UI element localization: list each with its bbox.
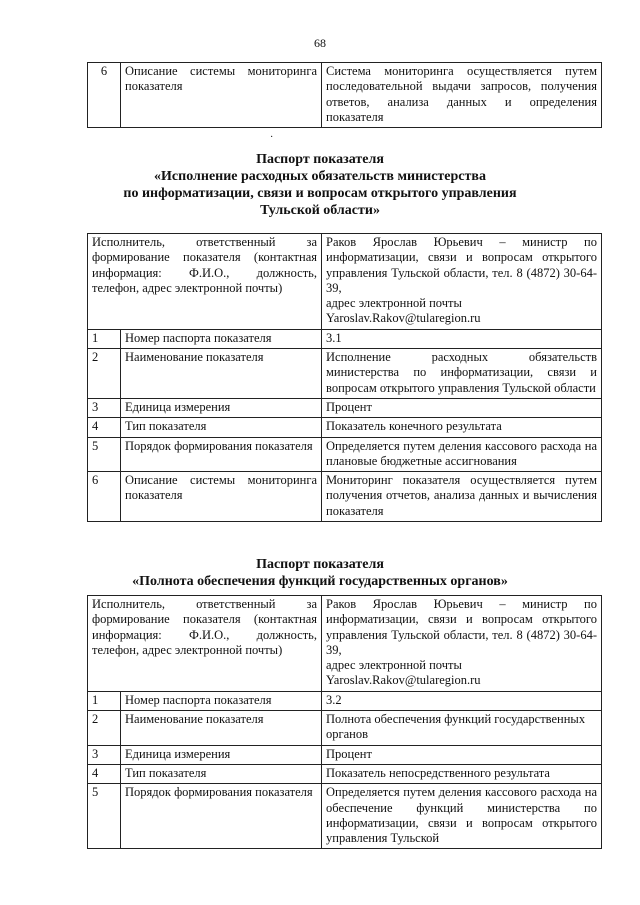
table-row xyxy=(88,764,602,783)
passport-subtitle-line: «Исполнение расходных обязательств министерства xyxy=(154,169,486,184)
passport-table xyxy=(87,233,602,522)
row-value: 3.1 xyxy=(322,329,602,348)
executor-email: Yaroslav.Rakov@tularegion.ru xyxy=(326,311,481,326)
passport-heading xyxy=(60,151,580,219)
row-number: 4 xyxy=(88,764,121,783)
table-row xyxy=(88,472,602,522)
executor-email-label: адрес электронной почты xyxy=(326,296,462,311)
row-value: Полнота обеспечения функций государственных органов xyxy=(322,711,602,746)
page-number: 68 xyxy=(314,36,326,50)
row-label: Порядок формирования показателя xyxy=(121,437,322,472)
executor-label: Исполнитель, ответственный за формирование показателя (контактная информация: Ф.И.О., должность, телефон, адрес электронной почты) xyxy=(88,234,322,330)
row-value: Процент xyxy=(322,398,602,417)
row-label: Единица измерения xyxy=(121,745,322,764)
passport-subtitle-line: Тульской области» xyxy=(260,203,380,218)
row-label: Номер паспорта показателя xyxy=(121,329,322,348)
row-label: Описание системы мониторинга показателя xyxy=(121,63,322,128)
row-label: Описание системы мониторинга показателя xyxy=(121,472,322,522)
row-label: Номер паспорта показателя xyxy=(121,691,322,710)
row-label: Порядок формирования показателя xyxy=(121,784,322,849)
executor-label: Исполнитель, ответственный за формирование показателя (контактная информация: Ф.И.О., должность, телефон, адрес электронной почты) xyxy=(88,596,322,692)
row-number: 3 xyxy=(88,398,121,417)
table-row xyxy=(88,398,602,417)
continued-table xyxy=(87,62,602,128)
row-value: Система мониторинга осуществляется путем последовательной выдачи запросов, получения ответов, анализа данных и определения показателя xyxy=(322,63,602,128)
row-label: Тип показателя xyxy=(121,418,322,437)
row-number: 1 xyxy=(88,691,121,710)
executor-email: Yaroslav.Rakov@tularegion.ru xyxy=(326,673,481,688)
row-number: 5 xyxy=(88,437,121,472)
passport-title: Паспорт показателя xyxy=(256,152,384,167)
table-row xyxy=(88,437,602,472)
passport-subtitle-line: по информатизации, связи и вопросам открытого управления xyxy=(123,186,517,201)
row-label: Единица измерения xyxy=(121,398,322,417)
row-number: 2 xyxy=(88,349,121,399)
executor-name: Раков Ярослав Юрьевич – министр по информатизации, связи и вопросам открытого управления Тульской области, тел. 8 (4872) 30-64-39, xyxy=(326,235,597,295)
row-label: Наименование показателя xyxy=(121,711,322,746)
row-value: Показатель непосредственного результата xyxy=(322,764,602,783)
row-label: Тип показателя xyxy=(121,764,322,783)
row-number: 2 xyxy=(88,711,121,746)
row-number: 4 xyxy=(88,418,121,437)
table-row xyxy=(88,711,602,746)
executor-email-label: адрес электронной почты xyxy=(326,658,462,673)
table-row xyxy=(88,784,602,849)
passport-heading xyxy=(60,556,580,590)
table-row xyxy=(88,745,602,764)
row-value: Определяется путем деления кассового расхода на обеспечение функций министерства по информатизации, связи и вопросам открытого управления Тульской xyxy=(322,784,602,849)
row-value: Определяется путем деления кассового расхода на плановые бюджетные ассигнования xyxy=(322,437,602,472)
row-number: 5 xyxy=(88,784,121,849)
row-value: Исполнение расходных обязательств министерства по информатизации, связи и вопросам открытого управления Тульской области xyxy=(322,349,602,399)
executor-value xyxy=(322,234,602,330)
row-value: Процент xyxy=(322,745,602,764)
table-row xyxy=(88,349,602,399)
row-value: 3.2 xyxy=(322,691,602,710)
row-number: 6 xyxy=(88,63,121,128)
executor-name: Раков Ярослав Юрьевич – министр по информатизации, связи и вопросам открытого управления Тульской области, тел. 8 (4872) 30-64-39, xyxy=(326,597,597,657)
row-label: Наименование показателя xyxy=(121,349,322,399)
table-row xyxy=(88,596,602,692)
passport-table xyxy=(87,595,602,849)
row-value: Показатель конечного результата xyxy=(322,418,602,437)
table-row xyxy=(88,234,602,330)
passport-subtitle-line: «Полнота обеспечения функций государственных органов» xyxy=(132,574,508,589)
row-number: 3 xyxy=(88,745,121,764)
row-number: 1 xyxy=(88,329,121,348)
row-value: Мониторинг показателя осуществляется путем получения отчетов, анализа данных и вычисления показателя xyxy=(322,472,602,522)
table-row xyxy=(88,418,602,437)
passport-title: Паспорт показателя xyxy=(256,557,384,572)
table-row xyxy=(88,691,602,710)
table-row xyxy=(88,329,602,348)
stray-dot: · xyxy=(270,132,274,143)
table-row xyxy=(88,63,602,128)
executor-value xyxy=(322,596,602,692)
row-number: 6 xyxy=(88,472,121,522)
